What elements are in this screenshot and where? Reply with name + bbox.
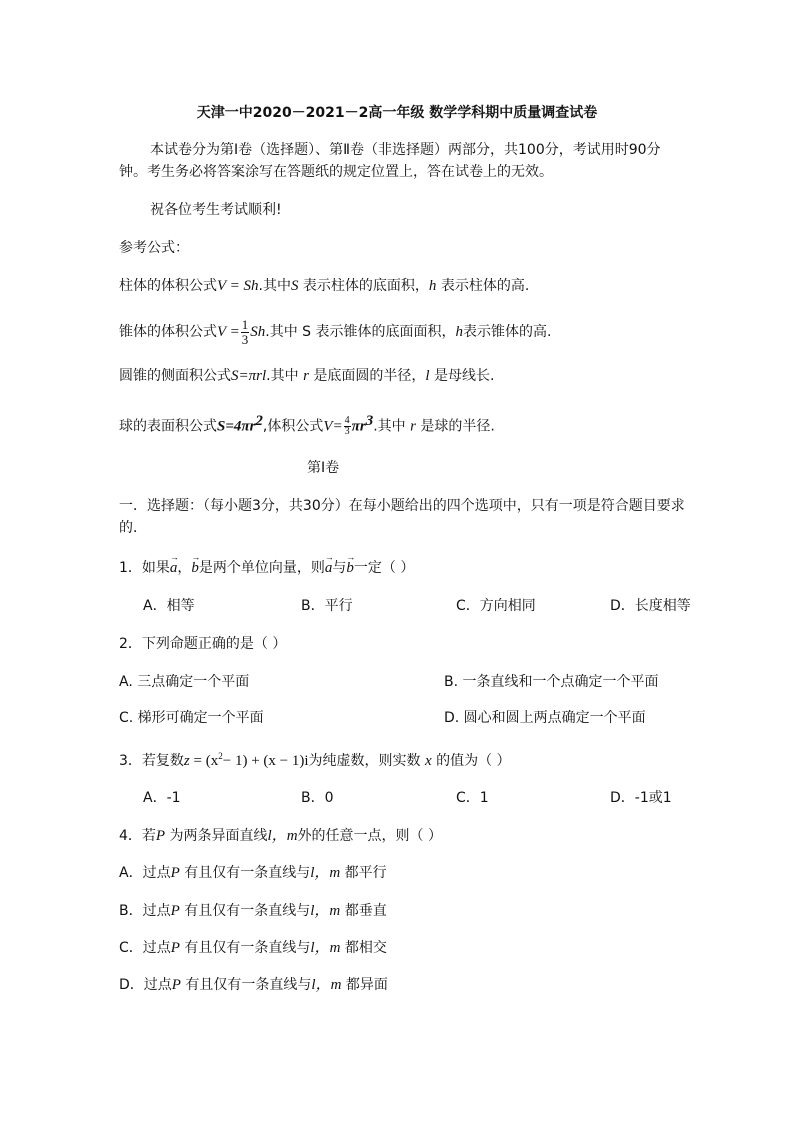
q1-option-b: B．平行 [301, 598, 353, 614]
vector-b: → b [191, 558, 199, 578]
q3-option-d: D．-1或1 [610, 790, 672, 806]
q3-option-b: B．0 [301, 790, 334, 806]
fraction-one-third: $\frac{1}{3}$ [241, 316, 249, 347]
formula-cone-volume: 锥体的体积公式V = $\frac{1}{3}$ Sh.其中 S 表示锥体的底面面积，h表示锥体的高. [119, 316, 552, 347]
question-3-stem: 3．若复数$z = (x^2- 1) + (x - 1)i$为纯虚数，则实数 x 的值为（ ） [119, 751, 511, 769]
wish-line: 祝各位考生考试顺利! [150, 202, 282, 218]
page-title: 天津一中2020－2021－2高一年级 数学学科期中质量调查试卷 [196, 105, 598, 121]
q4-option-a: A．过点P 有且仅有一条直线与l，m 都平行 [119, 865, 387, 881]
complex-expression: = $(x^2- 1) + (x - 1)i$ [193, 751, 309, 769]
section-heading: 第Ⅰ卷 [307, 460, 340, 476]
question-4-stem: 4．若P 为两条异面直线l，m外的任意一点，则（ ） [119, 828, 443, 844]
formula-heading: 参考公式： [119, 240, 189, 256]
q1-option-c: C．方向相同 [456, 598, 536, 614]
q1-option-d: D．长度相等 [610, 598, 691, 614]
q2-option-a: A. 三点确定一个平面 [119, 674, 250, 690]
section-instructions-2: 的． [119, 520, 147, 536]
q4-option-b: B．过点P 有且仅有一条直线与l，m 都垂直 [119, 903, 387, 919]
intro-line-1: 本试卷分为第Ⅰ卷（选择题）、第Ⅱ卷（非选择题）两部分，共100分，考试用时90分 [150, 142, 661, 158]
intro-line-2: 钟。考生务必将答案涂写在答题纸的规定位置上，答在试卷上的无效。 [119, 164, 553, 180]
q2-option-d: D. 圆心和圆上两点确定一个平面 [444, 710, 646, 726]
formula-sphere: 球的表面积公式$S=4\pi r^2$,体积公式V= $\frac{4}{3}$ $\pi r^3$.其中 r 是球的半径. [119, 413, 495, 438]
formula-cylinder-math: V = Sh [217, 278, 259, 294]
q3-option-a: A．-1 [143, 790, 181, 806]
section-instructions-1: 一．选择题：（每小题3分，共30分）在每小题给出的四个选项中，只有一项是符合题目要求 [119, 498, 685, 514]
q2-option-b: B. 一条直线和一个点确定一个平面 [444, 674, 659, 690]
fraction-four-thirds: $\frac{4}{3}$ [344, 415, 350, 438]
q4-option-c: C．过点P 有且仅有一条直线与l，m 都相交 [119, 940, 387, 956]
formula-cylinder: 柱体的体积公式V = Sh.其中S 表示柱体的底面积，h 表示柱体的高. [119, 278, 530, 294]
q2-option-c: C. 梯形可确定一个平面 [119, 710, 264, 726]
q4-option-d: D．过点P 有且仅有一条直线与l，m 都异面 [119, 977, 388, 993]
q1-option-a: A．相等 [143, 598, 195, 614]
question-1-stem: 1．如果→ a，→ b是两个单位向量，则→ a与→ b一定（ ） [119, 558, 414, 578]
q3-option-c: C．1 [456, 790, 489, 806]
question-2-stem: 2．下列命题正确的是（ ） [119, 636, 287, 652]
vector-a: → a [170, 558, 178, 578]
formula-cone-lateral: 圆锥的侧面积公式S=πrl.其中 r 是底面圆的半径，l 是母线长. [119, 368, 495, 384]
